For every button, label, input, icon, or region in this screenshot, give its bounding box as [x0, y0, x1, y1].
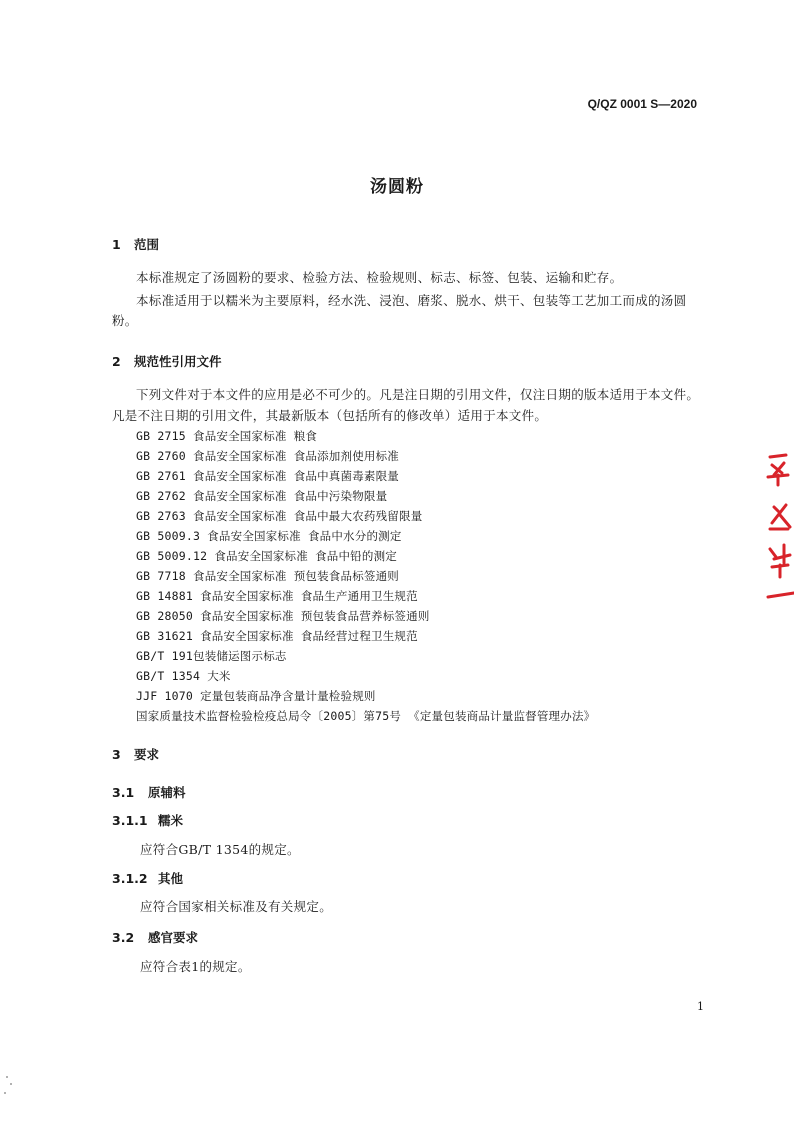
page-number: 1	[697, 1000, 704, 1013]
reference-item: GB 2761 食品安全国家标准 食品中真菌毒素限量	[136, 469, 400, 483]
subsection-3-1-1-heading	[112, 811, 183, 829]
reference-item: GB/T 1354 大米	[136, 669, 231, 683]
seal-stamp-icon	[760, 445, 794, 615]
section-title: 要求	[134, 747, 160, 762]
scan-speck	[6, 1076, 8, 1078]
reference-item: GB 14881 食品安全国家标准 食品生产通用卫生规范	[136, 589, 418, 603]
paragraph: 应符合GB/T 1354的规定。	[140, 842, 300, 857]
subsection-3-1-heading	[112, 783, 186, 801]
reference-item: GB 28050 食品安全国家标准 预包装食品营养标签通则	[136, 609, 430, 623]
section-number: 3.1.2	[112, 871, 148, 886]
section-3-heading	[112, 745, 159, 763]
reference-item: GB 7718 食品安全国家标准 预包装食品标签通则	[136, 569, 400, 583]
paragraph-continuation: 凡是不注日期的引用文件，其最新版本（包括所有的修改单）适用于本文件。	[112, 408, 548, 423]
reference-item: GB 2762 食品安全国家标准 食品中污染物限量	[136, 489, 388, 503]
section-number: 1	[112, 237, 121, 252]
reference-item: GB 31621 食品安全国家标准 食品经营过程卫生规范	[136, 629, 418, 643]
section-1-heading	[112, 235, 159, 253]
paragraph: 应符合国家相关标准及有关规定。	[140, 899, 333, 914]
reference-item: JJF 1070 定量包装商品净含量计量检验规则	[136, 689, 376, 703]
section-number: 2	[112, 354, 121, 369]
section-number: 3	[112, 747, 121, 762]
subsection-3-1-2-heading	[112, 869, 183, 887]
reference-item: GB 2763 食品安全国家标准 食品中最大农药残留限量	[136, 509, 423, 523]
paragraph: 下列文件对于本文件的应用是必不可少的。凡是注日期的引用文件，仅注日期的版本适用于本文件。	[136, 387, 700, 402]
section-title: 范围	[134, 237, 160, 252]
section-number: 3.2	[112, 930, 135, 945]
reference-item: GB 2760 食品安全国家标准 食品添加剂使用标准	[136, 449, 400, 463]
paragraph: 本标准规定了汤圆粉的要求、检验方法、检验规则、标志、标签、包装、运输和贮存。	[136, 270, 623, 285]
reference-item: 国家质量技术监督检验检疫总局令〔2005〕第75号 《定量包装商品计量监督管理办法》	[136, 709, 596, 723]
reference-item: GB 5009.3 食品安全国家标准 食品中水分的测定	[136, 529, 402, 543]
section-title: 规范性引用文件	[134, 354, 222, 369]
paragraph: 本标准适用于以糯米为主要原料，经水洗、浸泡、磨浆、脱水、烘干、包装等工艺加工而成的汤圆	[136, 293, 687, 308]
paragraph-continuation: 粉。	[112, 313, 138, 328]
section-title: 原辅料	[148, 785, 186, 800]
reference-item: GB/T 191包装储运图示标志	[136, 649, 287, 663]
section-number: 3.1.1	[112, 813, 148, 828]
section-2-heading	[112, 352, 222, 370]
standard-number: Q/QZ 0001 S—2020	[587, 97, 697, 111]
scan-speck	[10, 1083, 12, 1085]
document-title: 汤圆粉	[370, 177, 424, 197]
reference-item: GB 2715 食品安全国家标准 粮食	[136, 429, 318, 443]
scan-speck	[4, 1092, 6, 1094]
paragraph: 应符合表1的规定。	[140, 959, 251, 974]
reference-item: GB 5009.12 食品安全国家标准 食品中铅的测定	[136, 549, 397, 563]
section-title: 感官要求	[148, 930, 199, 945]
subsection-3-2-heading	[112, 928, 198, 946]
section-title: 糯米	[158, 813, 184, 828]
section-title: 其他	[158, 871, 184, 886]
section-number: 3.1	[112, 785, 135, 800]
